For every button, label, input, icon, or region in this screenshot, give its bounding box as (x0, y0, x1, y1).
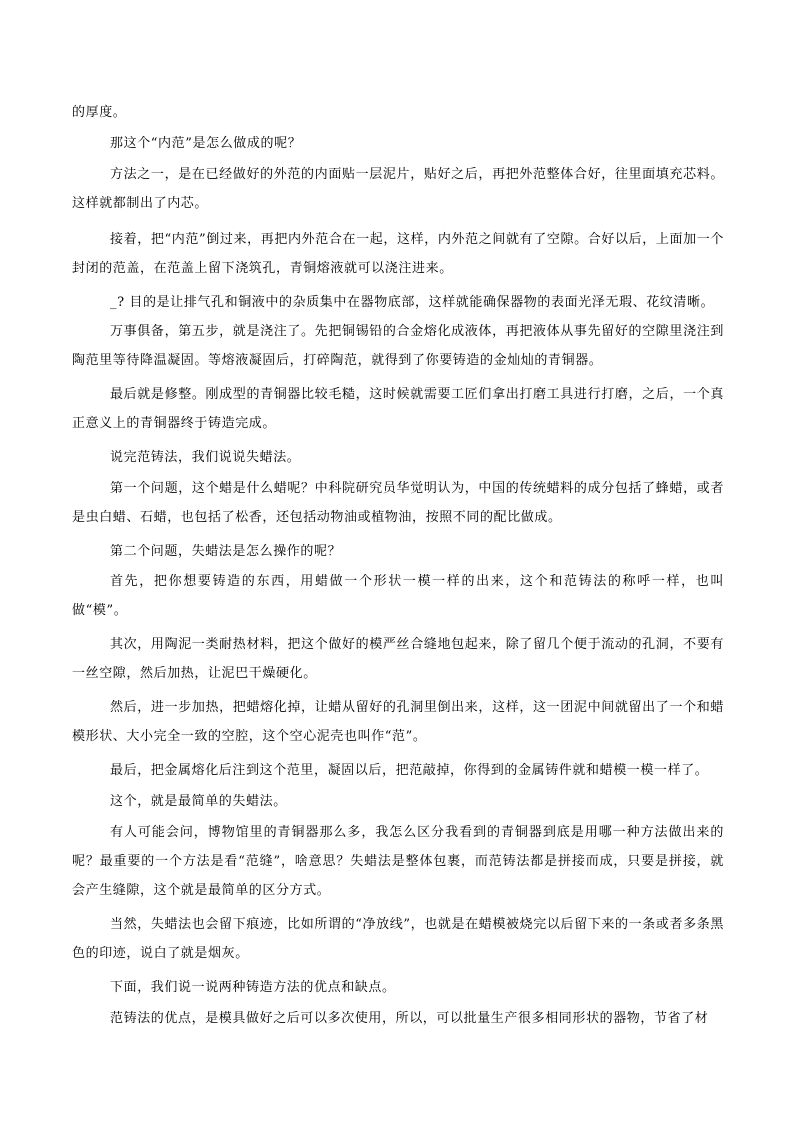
paragraph-19: 范铸法的优点，是模具做好之后可以多次使用，所以，可以批量生产很多相同形状的器物，节省了材 (110, 1011, 709, 1026)
paragraph-14: 最后，把金属熔化后注到这个范里，凝固以后，把范敲掉，你得到的金属铸件就和蜡模一模一样了。 (110, 763, 709, 778)
paragraph-1: 的厚度。 (72, 105, 127, 120)
paragraph-4: 接着，把“内范”倒过来，再把内外范合在一起，这样，内外范之间就有了空隙。合好以后，上面加一个封闭的范盖，在范盖上留下浇筑孔，青铜熔液就可以浇注进来。 (72, 232, 724, 276)
paragraph-18: 下面，我们说一说两种铸造方法的优点和缺点。 (110, 980, 396, 995)
paragraph-2: 那这个“内范”是怎么做成的呢？ (110, 136, 302, 151)
paragraph-8: 说完范铸法，我们说说失蜡法。 (110, 450, 301, 465)
paragraph-17: 当然，失蜡法也会留下痕迹，比如所谓的“净放线”，也就是在蜡模被烧完以后留下来的一条或者多条黑色的印迹，说白了就是烟灰。 (72, 917, 724, 961)
paragraph-10: 第二个问题，失蜡法是怎么操作的呢？ (110, 544, 342, 559)
paragraph-12: 其次，用陶泥一类耐热材料，把这个做好的模严丝合缝地包起来，除了留几个便于流动的孔洞，不要有一丝空隙，然后加热，让泥巴干燥硬化。 (72, 637, 724, 681)
paragraph-11: 首先，把你想要铸造的东西，用蜡做一个形状一模一样的出来，这个和范铸法的称呼一样，也叫做“模”。 (72, 574, 724, 618)
paragraph-15: 这个，就是最简单的失蜡法。 (110, 794, 287, 809)
paragraph-13: 然后，进一步加热，把蜡熔化掉，让蜡从留好的孔洞里倒出来，这样，这一团泥中间就留出了一个和蜡模形状、大小完全一致的空腔，这个空心泥壳也叫作“范”。 (72, 700, 724, 744)
paragraph-9: 第一个问题，这个蜡是什么蜡呢？中科院研究员华觉明认为，中国的传统蜡料的成分包括了蜂蜡，或者是虫白蜡、石蜡，也包括了松香，还包括动物油或植物油，按照不同的配比做成。 (72, 481, 724, 525)
paragraph-6: 万事俱备，第五步，就是浇注了。先把铜锡铅的合金熔化成液体，再把液体从事先留好的空隙里浇注到陶范里等待降温凝固。等熔液凝固后，打碎陶范，就得到了你要铸造的金灿灿的青铜器。 (72, 324, 724, 368)
paragraph-7: 最后就是修整。刚成型的青铜器比较毛糙，这时候就需要工匠们拿出打磨工具进行打磨，之后，一个真正意义上的青铜器终于铸造完成。 (72, 387, 724, 431)
paragraph-5: _? 目的是让排气孔和铜液中的杂质集中在器物底部，这样就能确保器物的表面光泽无瑕、花纹清晰。 (110, 295, 715, 310)
paragraph-16: 有人可能会问，博物馆里的青铜器那么多，我怎么区分我看到的青铜器到底是用哪一种方法做出来的呢？最重要的一个方法是看“范缝”，啥意思？失蜡法是整体包裹，而范铸法都是拼接而成，只要是拼接，就会产生缝隙，这个就是最简单的区分方式。 (72, 825, 724, 898)
paragraph-3: 方法之一，是在已经做好的外范的内面贴一层泥片，贴好之后，再把外范整体合好，往里面填充芯料。这样就都制出了内芯。 (72, 167, 724, 211)
